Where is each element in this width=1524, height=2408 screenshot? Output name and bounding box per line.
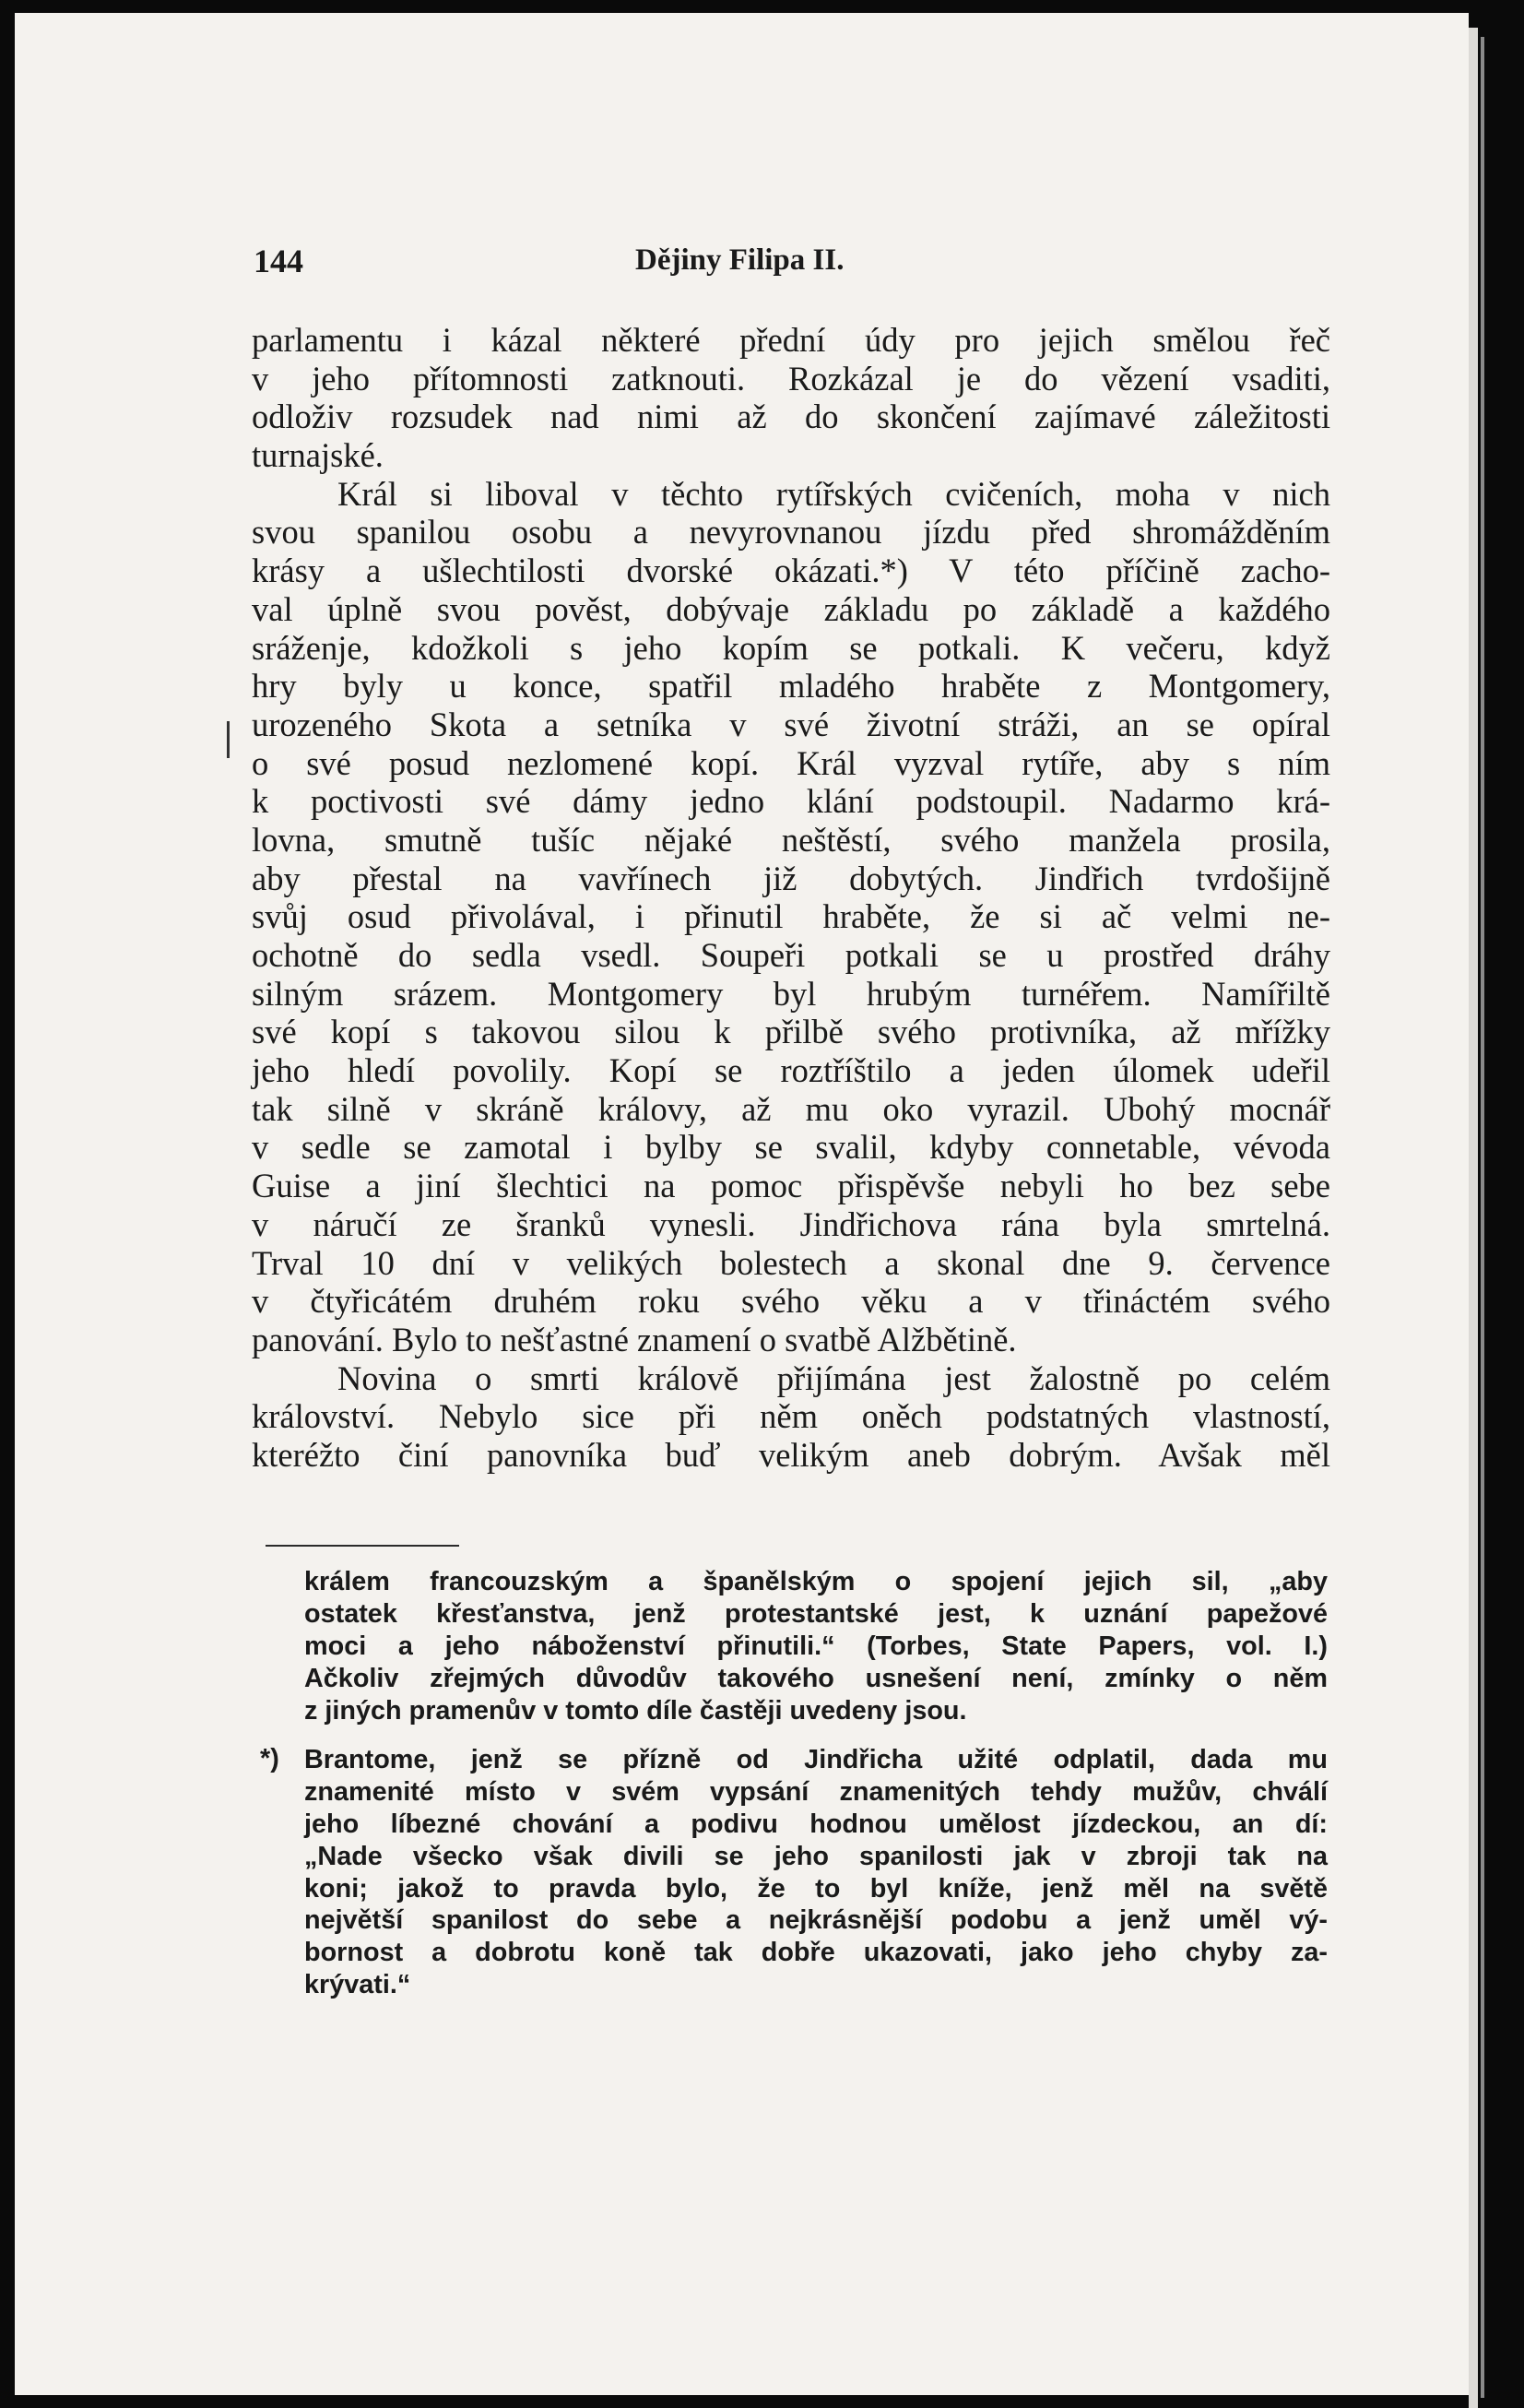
text-line: ochotně do sedla vsedl. Soupeři potkali se u prostřed dráhy [252,936,1330,974]
text-line: sráženje, kdožkoli s jeho kopím se potkali. K večeru, když [252,628,1330,667]
binding-edge-line [1481,37,1484,2398]
running-title: Dějiny Filipa II. [635,243,845,277]
text-line: krásy a ušlechtilosti dvorské okázati.*) V této příčině zacho- [252,552,1330,590]
text-line: hry byly u konce, spatřil mladého hraběte z Montgomery, [252,667,1330,706]
footnote-line: znamenité místo v svém vypsání znamenitých tehdy mužův, chválí [304,1776,1328,1807]
text-line: jeho hledí povolily. Kopí se roztříštilo a jeden úlomek udeřil [252,1051,1330,1090]
text-line: val úplně svou pověst, dobývaje základu po základě a každého [252,589,1330,628]
text-line: Trval 10 dní v velikých bolestech a skonal dne 9. července [252,1243,1330,1282]
text-line: silným srázem. Montgomery byl hrubým turnéřem. Namířiltě [252,974,1330,1013]
footnote-rule [266,1545,459,1547]
text-line: tak silně v skráně královy, až mu oko vyrazil. Ubohý mocnář [252,1089,1330,1128]
text-line: svou spanilou osobu a nevyrovnanou jízdu před shromážděním [252,513,1330,552]
footnote-line: z jiných pramenův v tomto díle častěji uvedeny jsou. [304,1695,967,1726]
text-line: Novina o smrti královĕ přijímána jest žalostně po celém [337,1358,1330,1397]
text-line: aby přestal na vavřínech již dobytých. Jindřich tvrdošijně [252,859,1330,897]
text-line: svůj osud přivolával, i přinutil hraběte, že si ač velmi ne- [252,897,1330,936]
footnote-line: koni; jakož to pravda bylo, že to byl kníže, jenž měl na světě [304,1873,1328,1904]
text-line: v jeho přítomnosti zatknouti. Rozkázal je do vězení vsaditi, [252,359,1330,397]
text-line: o své posud nezlomené kopí. Král vyzval rytíře, aby s ním [252,743,1330,782]
footnote-line: Ačkoliv zřejmých důvodův takového usnešení není, zmínky o něm [304,1663,1328,1693]
text-line: odloživ rozsudek nad nimi až do skončení zajímavé záležitosti [252,397,1330,436]
footnote-line: největší spanilost do sebe a nejkrásnější podobu a jenž uměl vý- [304,1905,1328,1936]
footnote-line: bornost a dobrotu koně tak dobře ukazovati, jako jeho chyby za- [304,1938,1328,1968]
footnote-line: Brantome, jenž se přízně od Jindřicha užité odplatil, dada mu [304,1745,1328,1774]
text-line: království. Nebylo sice při něm oněch podstatných vlastností, [252,1397,1330,1436]
page-header [254,242,1332,284]
text-line: k poctivosti své dámy jedno klání podstoupil. Nadarmo krá- [252,782,1330,821]
page-number: 144 [254,243,303,279]
text-line: své kopí s takovou silou k přilbě svého protivníka, až mřížky [252,1013,1330,1051]
footnote-continuation [304,1566,1328,1726]
text-line: v sedle se zamotal i bylby se svalil, kdyby connetable, vévoda [252,1128,1330,1167]
footnote-line: ostatek křesťanstva, jenž protestantské jest, k uznání papežové [304,1598,1328,1629]
text-line: lovna, smutně tušíc nějaké neštěstí, svého manžela prosila, [252,820,1330,859]
text-line: panování. Bylo to nešťastné znamení o svatbě Alžbětině. [252,1320,1017,1358]
footnote-marker: *) [260,1744,279,1773]
text-line: turnajské. [252,436,384,475]
footnote-line: králem francouzským a španělským o spojení jejich sil, „aby [304,1567,1328,1596]
footnote-line: jeho líbezné chování a podivu hodnou umělost jízdeckou, an dí: [304,1809,1328,1839]
footnote-line: krývati.“ [304,1970,411,2000]
text-line: v čtyřicátém druhém roku svého věku a v třináctém svého [252,1282,1330,1321]
margin-pen-mark [227,721,230,758]
main-text [252,321,1330,1475]
text-line: urozeného Skota a setníka v své životní stráži, an se opíral [252,705,1330,743]
page-edge [1469,28,1478,2408]
text-line: Král si liboval v těchto rytířských cvičeních, moha v nich [337,474,1330,513]
text-line: v náručí ze šranků vynesli. Jindřichova rána byla smrtelná. [252,1204,1330,1243]
text-line: parlamentu i kázal některé přední údy pro jejich smělou řeč [252,321,1330,359]
text-line: kteréžto činí panovníka buď velikým aneb dobrým. Avšak měl [252,1435,1330,1474]
footnote-line: moci a jeho náboženství přinutili.“ (Torbes, State Papers, vol. I.) [304,1631,1328,1661]
text-line: Guise a jiní šlechtici na pomoc přispěvše nebyli ho bez sebe [252,1167,1330,1205]
footnote [304,1744,1328,2001]
footnote-line: „Nade všecko však divili se jeho spanilosti jak v zbroji tak na [304,1841,1328,1871]
